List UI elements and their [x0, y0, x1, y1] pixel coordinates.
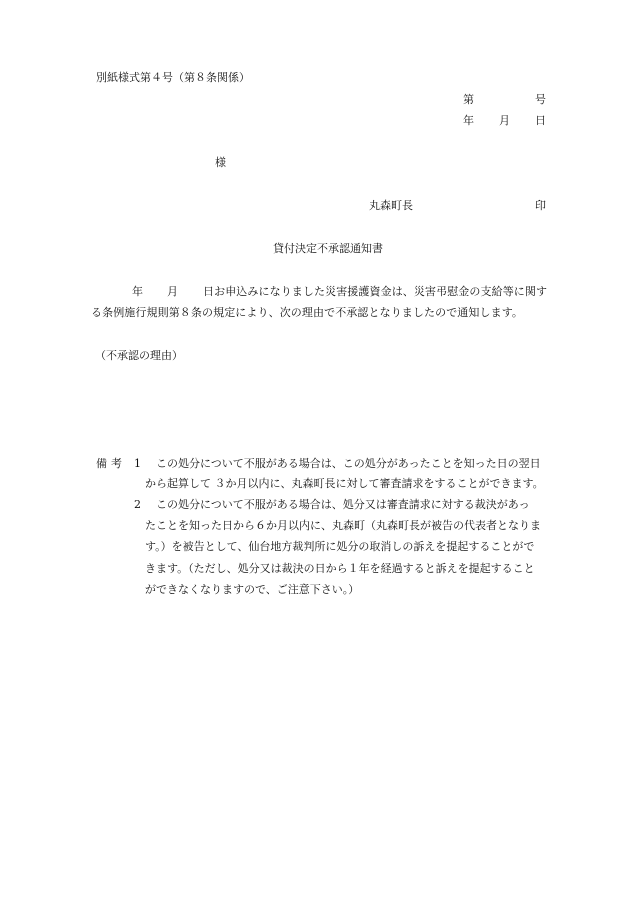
- sender-title: 丸森町長: [369, 199, 413, 212]
- number-suffix: 号: [535, 93, 546, 106]
- date-year: 年: [463, 114, 474, 127]
- sender-seal: 印: [535, 199, 546, 212]
- remarks-label: 備考: [96, 457, 126, 470]
- remarks-line: この処分について不服がある場合は、この処分があったことを知った日の翌日: [156, 457, 541, 470]
- remarks-line: この処分について不服がある場合は、処分又は審査請求に対する裁決があっ: [156, 498, 530, 511]
- body-year: 年: [132, 285, 143, 298]
- remarks-line: から起算して ３か月以内に、丸森町長に対して審査請求をすることができます。: [145, 477, 544, 490]
- remarks-item-number: 1: [134, 457, 141, 470]
- document-title: 貸付決定不承認通知書: [273, 242, 383, 255]
- remarks-line: ができなくなりますので、ご注意下さい。）: [145, 583, 360, 596]
- remarks-line: たことを知った日から６か月以内に、丸森町（丸森町長が被告の代表者となりま: [145, 519, 541, 532]
- remarks-line: す。）を被告として、仙台地方裁判所に処分の取消しの訴えを提起することがで: [145, 540, 535, 553]
- reason-label: （不承認の理由）: [95, 349, 183, 362]
- form-label: 別紙様式第４号（第８条関係）: [96, 71, 250, 84]
- remarks-item-number: 2: [134, 498, 141, 511]
- body-month: 月: [167, 285, 178, 298]
- addressee-honorific: 様: [215, 156, 226, 169]
- body-line1-rest: 日お申込みになりました災害援護資金は、災害弔慰金の支給等に関す: [203, 285, 548, 298]
- body-line2: る条例施行規則第８条の規定により、次の理由で不承認となりましたので通知します。: [91, 306, 524, 319]
- date-day: 日: [535, 114, 546, 127]
- number-prefix: 第: [463, 93, 474, 106]
- remarks-line: きます。（ただし、処分又は裁決の日から１年を経過すると訴えを提起すること: [145, 562, 535, 575]
- date-month: 月: [499, 114, 510, 127]
